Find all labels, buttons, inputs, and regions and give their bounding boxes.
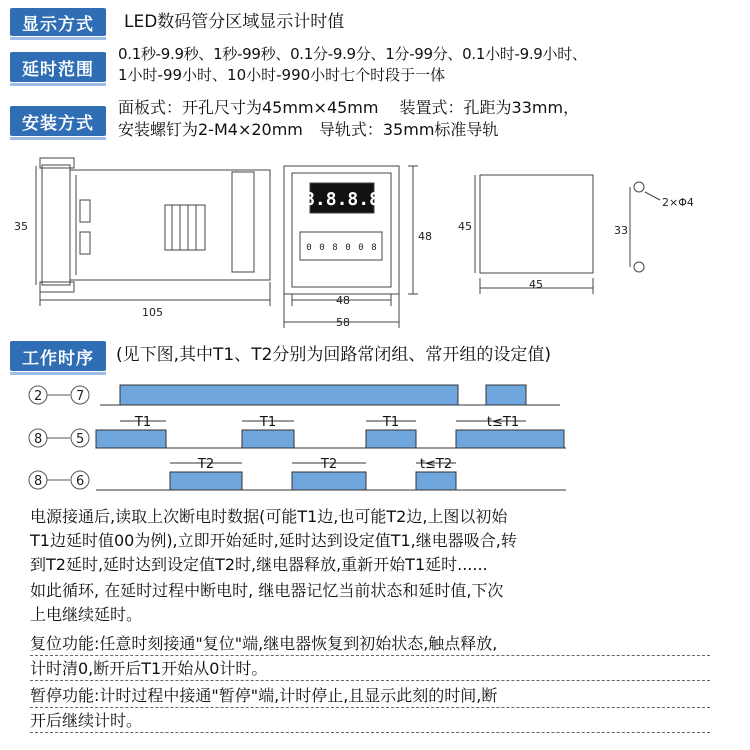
dim-side-height: 35 [14,220,28,233]
dial-digit: 0 [358,243,364,253]
pause-line: 开后继续计时。 [30,711,143,730]
desc-line: 上电继续延时。 [30,605,143,624]
row1-right: 7 [76,389,85,404]
dim-screw-label: 2×Φ4 [662,196,694,209]
no-bar [170,472,242,490]
nc-bar [456,430,564,448]
t2-partial-label: t≤T2 [419,457,453,472]
led-display-digits: 8.8.8.8 [304,189,380,210]
no-bar [292,472,366,490]
dim-front-inner-width: 48 [336,294,350,307]
nc-bar [242,430,294,448]
dim-screw-spacing: 33 [614,224,628,237]
timing-note: (见下图,其中T1、T2分别为回路常闭组、常开组的设定值) [116,345,552,365]
desc-line: 电源接通后,读取上次断电时数据(可能T1边,也可能T2边,上图以初始 [30,507,508,526]
t1-label: T1 [259,415,277,430]
nc-bar [366,430,416,448]
t2-label: T2 [320,457,338,472]
reset-line: 计时清0,断开后T1开始从0计时。 [30,659,268,678]
row3-right: 6 [76,474,85,489]
dim-cutout-height: 45 [458,220,472,233]
dial-digit: 0 [345,243,351,253]
install-mode-label: 安装方式 [10,106,106,136]
display-mode-label: 显示方式 [10,8,106,36]
t1-label: T1 [134,415,152,430]
dim-front-outer-width: 58 [336,316,350,329]
dial-digit: 0 [306,243,312,253]
desc-line: 到T2延时,延时达到设定值T2时,继电器释放,重新开始T1延时...... [30,555,488,574]
timing-label: 工作时序 [10,341,106,371]
dial-digit: 8 [371,243,377,253]
dial-digit: 0 [319,243,325,253]
dim-side-width: 105 [142,306,163,319]
row2-left: 8 [34,432,43,447]
install-line2: 安装螺钉为2-M4×20mm 导轨式：35mm标准导轨 [118,120,499,139]
display-mode-text: LED数码管分区域显示计时值 [124,12,345,32]
reset-line: 复位功能:任意时刻接通"复位"端,继电器恢复到初始状态,触点释放, [30,634,498,653]
pause-line: 暂停功能:计时过程中接通"暂停"端,计时停止,且显示此刻的时间,断 [30,686,498,705]
row3-left: 8 [34,474,43,489]
delay-range-label: 延时范围 [10,52,106,82]
power-bar [486,385,526,405]
delay-range-line2: 1小时-99小时、10小时-990小时七个时段于一体 [118,66,446,84]
desc-line: T1边延时值00为例),立即开始延时,延时达到设定值T1,继电器吸合,转 [30,531,517,550]
desc-line: 如此循环, 在延时过程中断电时, 继电器记忆当前状态和延时值,下次 [30,581,504,600]
nc-bar [96,430,166,448]
install-line1: 面板式：开孔尺寸为45mm×45mm 装置式：孔距为33mm， [118,98,580,117]
dim-front-height: 48 [418,230,432,243]
t1-label: T1 [382,415,400,430]
row2-right: 5 [76,432,85,447]
dial-digit: 8 [332,243,338,253]
power-bar [120,385,458,405]
delay-range-line1: 0.1秒-9.9秒、1秒-99秒、0.1分-9.9分、1分-99分、0.1小时-9.9小时、 [118,45,587,63]
row1-left: 2 [34,389,43,404]
dim-cutout-width: 45 [529,278,543,291]
t2-label: T2 [197,457,215,472]
t1-partial-label: t≤T1 [486,415,520,430]
no-bar [416,472,456,490]
